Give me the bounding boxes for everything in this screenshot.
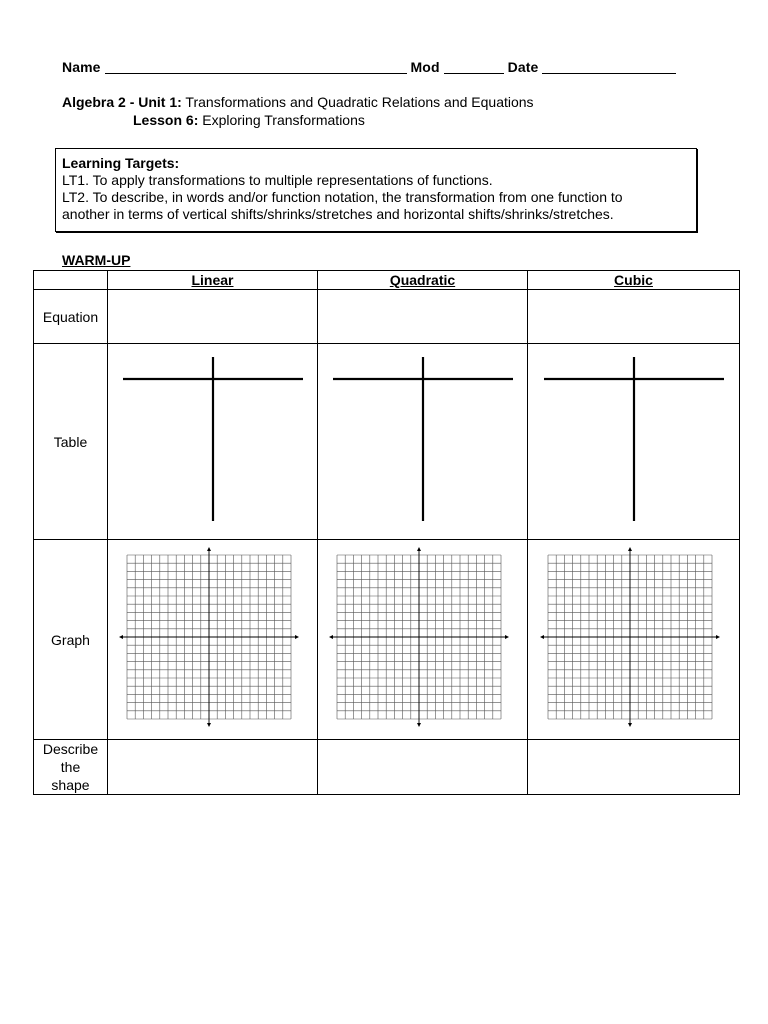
graph-cell-cubic[interactable] xyxy=(528,540,740,740)
learning-target-2-line1: LT2. To describe, in words and/or function notation, the transformation from one function to xyxy=(62,189,623,205)
describe-cell-linear[interactable] xyxy=(108,740,318,795)
coordinate-grid-quadratic[interactable] xyxy=(323,545,523,735)
unit-heading: Algebra 2 - Unit 1: xyxy=(62,94,182,110)
equation-row xyxy=(34,290,740,344)
warmup-title: WARM-UP xyxy=(62,252,131,268)
describe-label-line1: Describe xyxy=(42,741,99,757)
course-title xyxy=(62,94,534,110)
warmup-table xyxy=(33,270,740,795)
table-cell-quadratic[interactable] xyxy=(318,344,528,540)
t-chart-linear xyxy=(121,357,305,527)
student-info-line xyxy=(62,59,676,75)
graph-label: Graph xyxy=(34,540,108,740)
table-cell-linear[interactable] xyxy=(108,344,318,540)
equation-label: Equation xyxy=(34,290,108,344)
describe-label xyxy=(34,740,108,795)
lesson-name: Exploring Transformations xyxy=(198,112,365,128)
unit-title: Transformations and Quadratic Relations and Equations xyxy=(181,94,534,110)
t-chart-quadratic xyxy=(331,357,515,527)
name-label: Name xyxy=(62,59,101,75)
describe-cell-quadratic[interactable] xyxy=(318,740,528,795)
t-chart-cubic xyxy=(542,357,726,527)
learning-targets-title: Learning Targets: xyxy=(62,155,180,171)
learning-targets-box xyxy=(55,148,697,232)
date-blank[interactable] xyxy=(542,59,676,74)
table-cell-cubic[interactable] xyxy=(528,344,740,540)
graph-row xyxy=(34,540,740,740)
lesson-title xyxy=(133,112,365,128)
equation-cell-linear[interactable] xyxy=(108,290,318,344)
graph-cell-quadratic[interactable] xyxy=(318,540,528,740)
column-header-cubic: Cubic xyxy=(528,271,740,290)
describe-label-line3: shape xyxy=(51,777,90,793)
mod-label: Mod xyxy=(410,59,440,75)
coordinate-grid-cubic[interactable] xyxy=(534,545,734,735)
table-label: Table xyxy=(34,344,108,540)
column-header-linear: Linear xyxy=(108,271,318,290)
graph-cell-linear[interactable] xyxy=(108,540,318,740)
describe-cell-cubic[interactable] xyxy=(528,740,740,795)
mod-blank[interactable] xyxy=(444,59,504,74)
learning-target-1: LT1. To apply transformations to multiple representations of functions. xyxy=(62,172,493,188)
learning-target-2-line2: another in terms of vertical shifts/shrinks/stretches and horizontal shifts/shrinks/stretches. xyxy=(62,206,614,222)
date-label: Date xyxy=(507,59,539,75)
corner-cell xyxy=(34,271,108,290)
header-row xyxy=(34,271,740,290)
equation-cell-cubic[interactable] xyxy=(528,290,740,344)
table-row xyxy=(34,344,740,540)
describe-label-line2: the xyxy=(60,759,81,775)
coordinate-grid-linear[interactable] xyxy=(113,545,313,735)
name-blank[interactable] xyxy=(105,59,407,74)
column-header-quadratic: Quadratic xyxy=(318,271,528,290)
lesson-heading: Lesson 6: xyxy=(133,112,199,128)
describe-row xyxy=(34,740,740,795)
equation-cell-quadratic[interactable] xyxy=(318,290,528,344)
